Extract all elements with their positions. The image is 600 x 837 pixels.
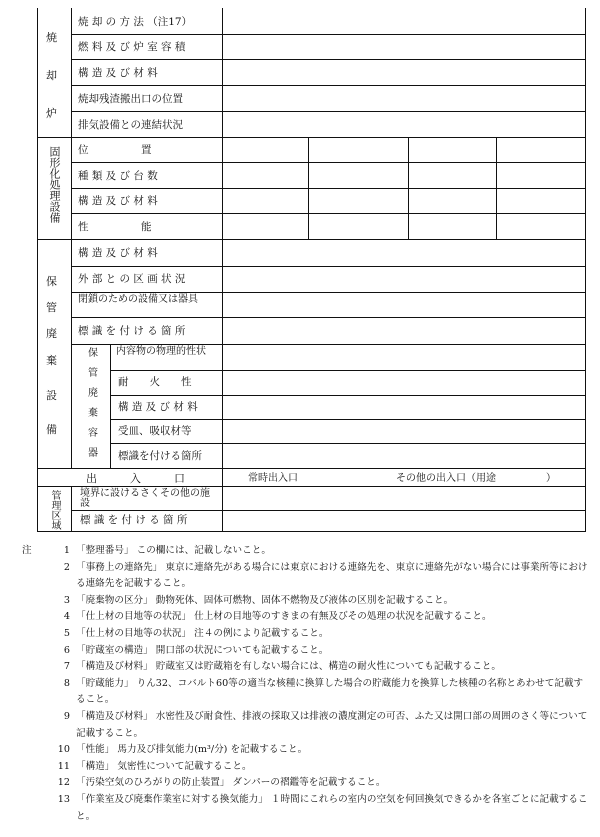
incinerator-title-3: 炉: [46, 107, 57, 120]
container-row-sign: 標識を付ける箇所: [118, 450, 202, 462]
note-text: 「性能」 馬力及び排気能力(m³/分) を記載すること。: [76, 744, 308, 756]
note-item: [22, 609, 592, 626]
incinerator-row-fuel: 燃 料 及 び 炉 室 容 積: [78, 41, 186, 53]
column-divider: [71, 8, 72, 531]
row-line: [71, 292, 585, 293]
note-item: [22, 626, 592, 643]
incinerator-title-2: 却: [46, 69, 57, 82]
container-title-6: 器: [88, 448, 98, 459]
entrance-other: その他の出入口（用途 ）: [396, 473, 556, 484]
container-title-4: 棄: [88, 408, 98, 419]
note-text: 「整理番号」 この欄には、記載しないこと。: [76, 545, 271, 556]
note-item: [22, 775, 592, 792]
note-text: 「構造」 気密性について記載すること。: [76, 760, 252, 772]
notes-section: [22, 543, 592, 825]
note-number: 6: [63, 644, 70, 656]
note-number: 7: [63, 661, 70, 673]
subcolumn-divider: [110, 344, 111, 468]
note-item: [22, 543, 592, 560]
incinerator-row-exhaust-link: 排気設備との連結状況: [78, 119, 183, 131]
note-item: [22, 593, 592, 610]
note-text: 「作業室及び廃棄作業室に対する換気能力」 １時間にこれらの室内の空気を何回換気できるかを各室ごとに記載すること。: [76, 793, 588, 822]
note-text: 「構造及び材料」 貯蔵室又は貯蔵箱を有しない場合には、構造の耐火性についても記載すること。: [76, 661, 501, 673]
note-text: 「汚染空気のひろがりの防止装置」 ダンパーの褶鑑等を記載すること。: [76, 777, 386, 789]
row-line: [71, 344, 585, 345]
solidification-row-performance: 性 能: [78, 221, 152, 233]
section-line: [38, 239, 585, 240]
note-number: 10: [57, 744, 70, 756]
storage-title-3: 廃: [46, 327, 57, 340]
note-item: [22, 742, 592, 759]
note-text: 「貯蔵能力」 りん32、コバルト60等の適当な核種に換算した場合の貯蔵能力を換算した核種の名称とあわせて記載すること。: [76, 677, 584, 706]
storage-title-4: 棄: [46, 354, 57, 367]
storage-title-5: 設: [46, 389, 57, 402]
storage-row-structure: 構 造 及 び 材 料: [78, 247, 158, 259]
storage-title-2: 管: [46, 301, 57, 314]
controlled-area-title: 管理区域: [49, 490, 60, 530]
note-item: [22, 560, 592, 593]
section-line: [38, 486, 585, 487]
column-divider: [222, 8, 223, 531]
storage-row-sign: 標 識 を 付 け る 箇 所: [78, 325, 186, 337]
container-row-physical-state: 内容物の物理的性状: [116, 346, 206, 357]
row-line: [110, 395, 585, 396]
note-number: 5: [63, 627, 70, 639]
note-number: 8: [63, 677, 70, 689]
notes-head: 注: [22, 545, 32, 556]
note-number: 1: [63, 545, 70, 556]
storage-row-closure: 閉鎖のための設備又は器具: [78, 294, 198, 305]
note-number: 12: [57, 777, 70, 789]
row-line: [71, 510, 585, 511]
solidification-row-structure: 構 造 及 び 材 料: [78, 195, 158, 207]
row-line: [110, 370, 585, 371]
row-line: [71, 266, 585, 267]
note-text: 「廃棄物の区分」 動物死体、固体可燃物、固体不燃物及び液体の区別を記載すること。: [76, 594, 454, 606]
row-line: [71, 111, 585, 112]
container-title-5: 容: [88, 428, 98, 439]
note-number: 9: [63, 710, 70, 722]
entrance-regular: 常時出入口: [248, 473, 298, 484]
note-number: 3: [63, 594, 70, 606]
note-item: [22, 759, 592, 776]
note-number: 13: [57, 793, 70, 805]
incinerator-row-ash-outlet: 焼却残渣搬出口の位置: [78, 93, 183, 105]
solidification-title: 固形化処理設備: [48, 146, 61, 223]
row-line: [110, 419, 585, 420]
row-line: [71, 162, 585, 163]
note-item: [22, 709, 592, 742]
note-number: 11: [57, 760, 70, 772]
row-line: [71, 85, 585, 86]
container-title-1: 保: [88, 348, 98, 359]
row-line: [71, 34, 585, 35]
container-title-3: 廃: [88, 388, 98, 399]
note-text: 「事務上の連絡先」 東京に連絡先がある場合には東京における連絡先を、東京に連絡先がない場合には事業所等における連絡先を記載すること。: [76, 561, 588, 590]
container-title-2: 管: [88, 368, 98, 379]
storage-title-1: 保: [46, 275, 57, 288]
section-line: [38, 137, 585, 138]
note-text: 「仕上材の目地等の状況」 注４の例により記載すること。: [76, 627, 329, 639]
controlled-row-sign: 標 識 を 付 け る 箇 所: [80, 514, 188, 526]
solidification-row-location: 位 置: [78, 144, 152, 156]
row-line: [71, 188, 585, 189]
facility-form-table: [37, 8, 586, 532]
incinerator-row-structure: 構 造 及 び 材 料: [78, 67, 158, 79]
container-row-structure: 構 造 及 び 材 料: [118, 401, 198, 413]
entrance-label: 出 入 口: [86, 472, 185, 485]
note-item: [22, 659, 592, 676]
controlled-row-fence: 境界に設けるさくその他の施設: [80, 488, 210, 509]
note-text: 「構造及び材料」 水密性及び耐食性、排液の採取又は排液の濃度測定の可否、ふた又は開口部の周囲のさく等について記載すること。: [76, 710, 588, 739]
note-text: 「仕上材の目地等の状況」 仕上材の目地等のすきまの有無及びその処理の状況を記載すること。: [76, 611, 492, 623]
row-line: [71, 213, 585, 214]
row-line: [110, 443, 585, 444]
storage-row-partition: 外 部 と の 区 画 状 況: [78, 273, 186, 285]
row-line: [71, 317, 585, 318]
incinerator-row-method: 焼 却 の 方 法 （注17）: [78, 16, 193, 28]
container-row-fire-resistance: 耐 火 性: [118, 376, 192, 388]
note-item: [22, 676, 592, 709]
note-text: 「貯蔵室の構造」 開口部の状況についても記載すること。: [76, 644, 329, 656]
storage-title-6: 備: [46, 423, 57, 436]
note-item: [22, 792, 592, 825]
note-number: 2: [63, 561, 70, 573]
incinerator-title-1: 焼: [46, 31, 57, 44]
note-item: [22, 643, 592, 660]
row-line: [71, 59, 585, 60]
container-row-tray: 受皿、吸収材等: [118, 425, 192, 437]
solidification-row-type-count: 種 類 及 び 台 数: [78, 170, 158, 182]
note-number: 4: [63, 611, 70, 623]
